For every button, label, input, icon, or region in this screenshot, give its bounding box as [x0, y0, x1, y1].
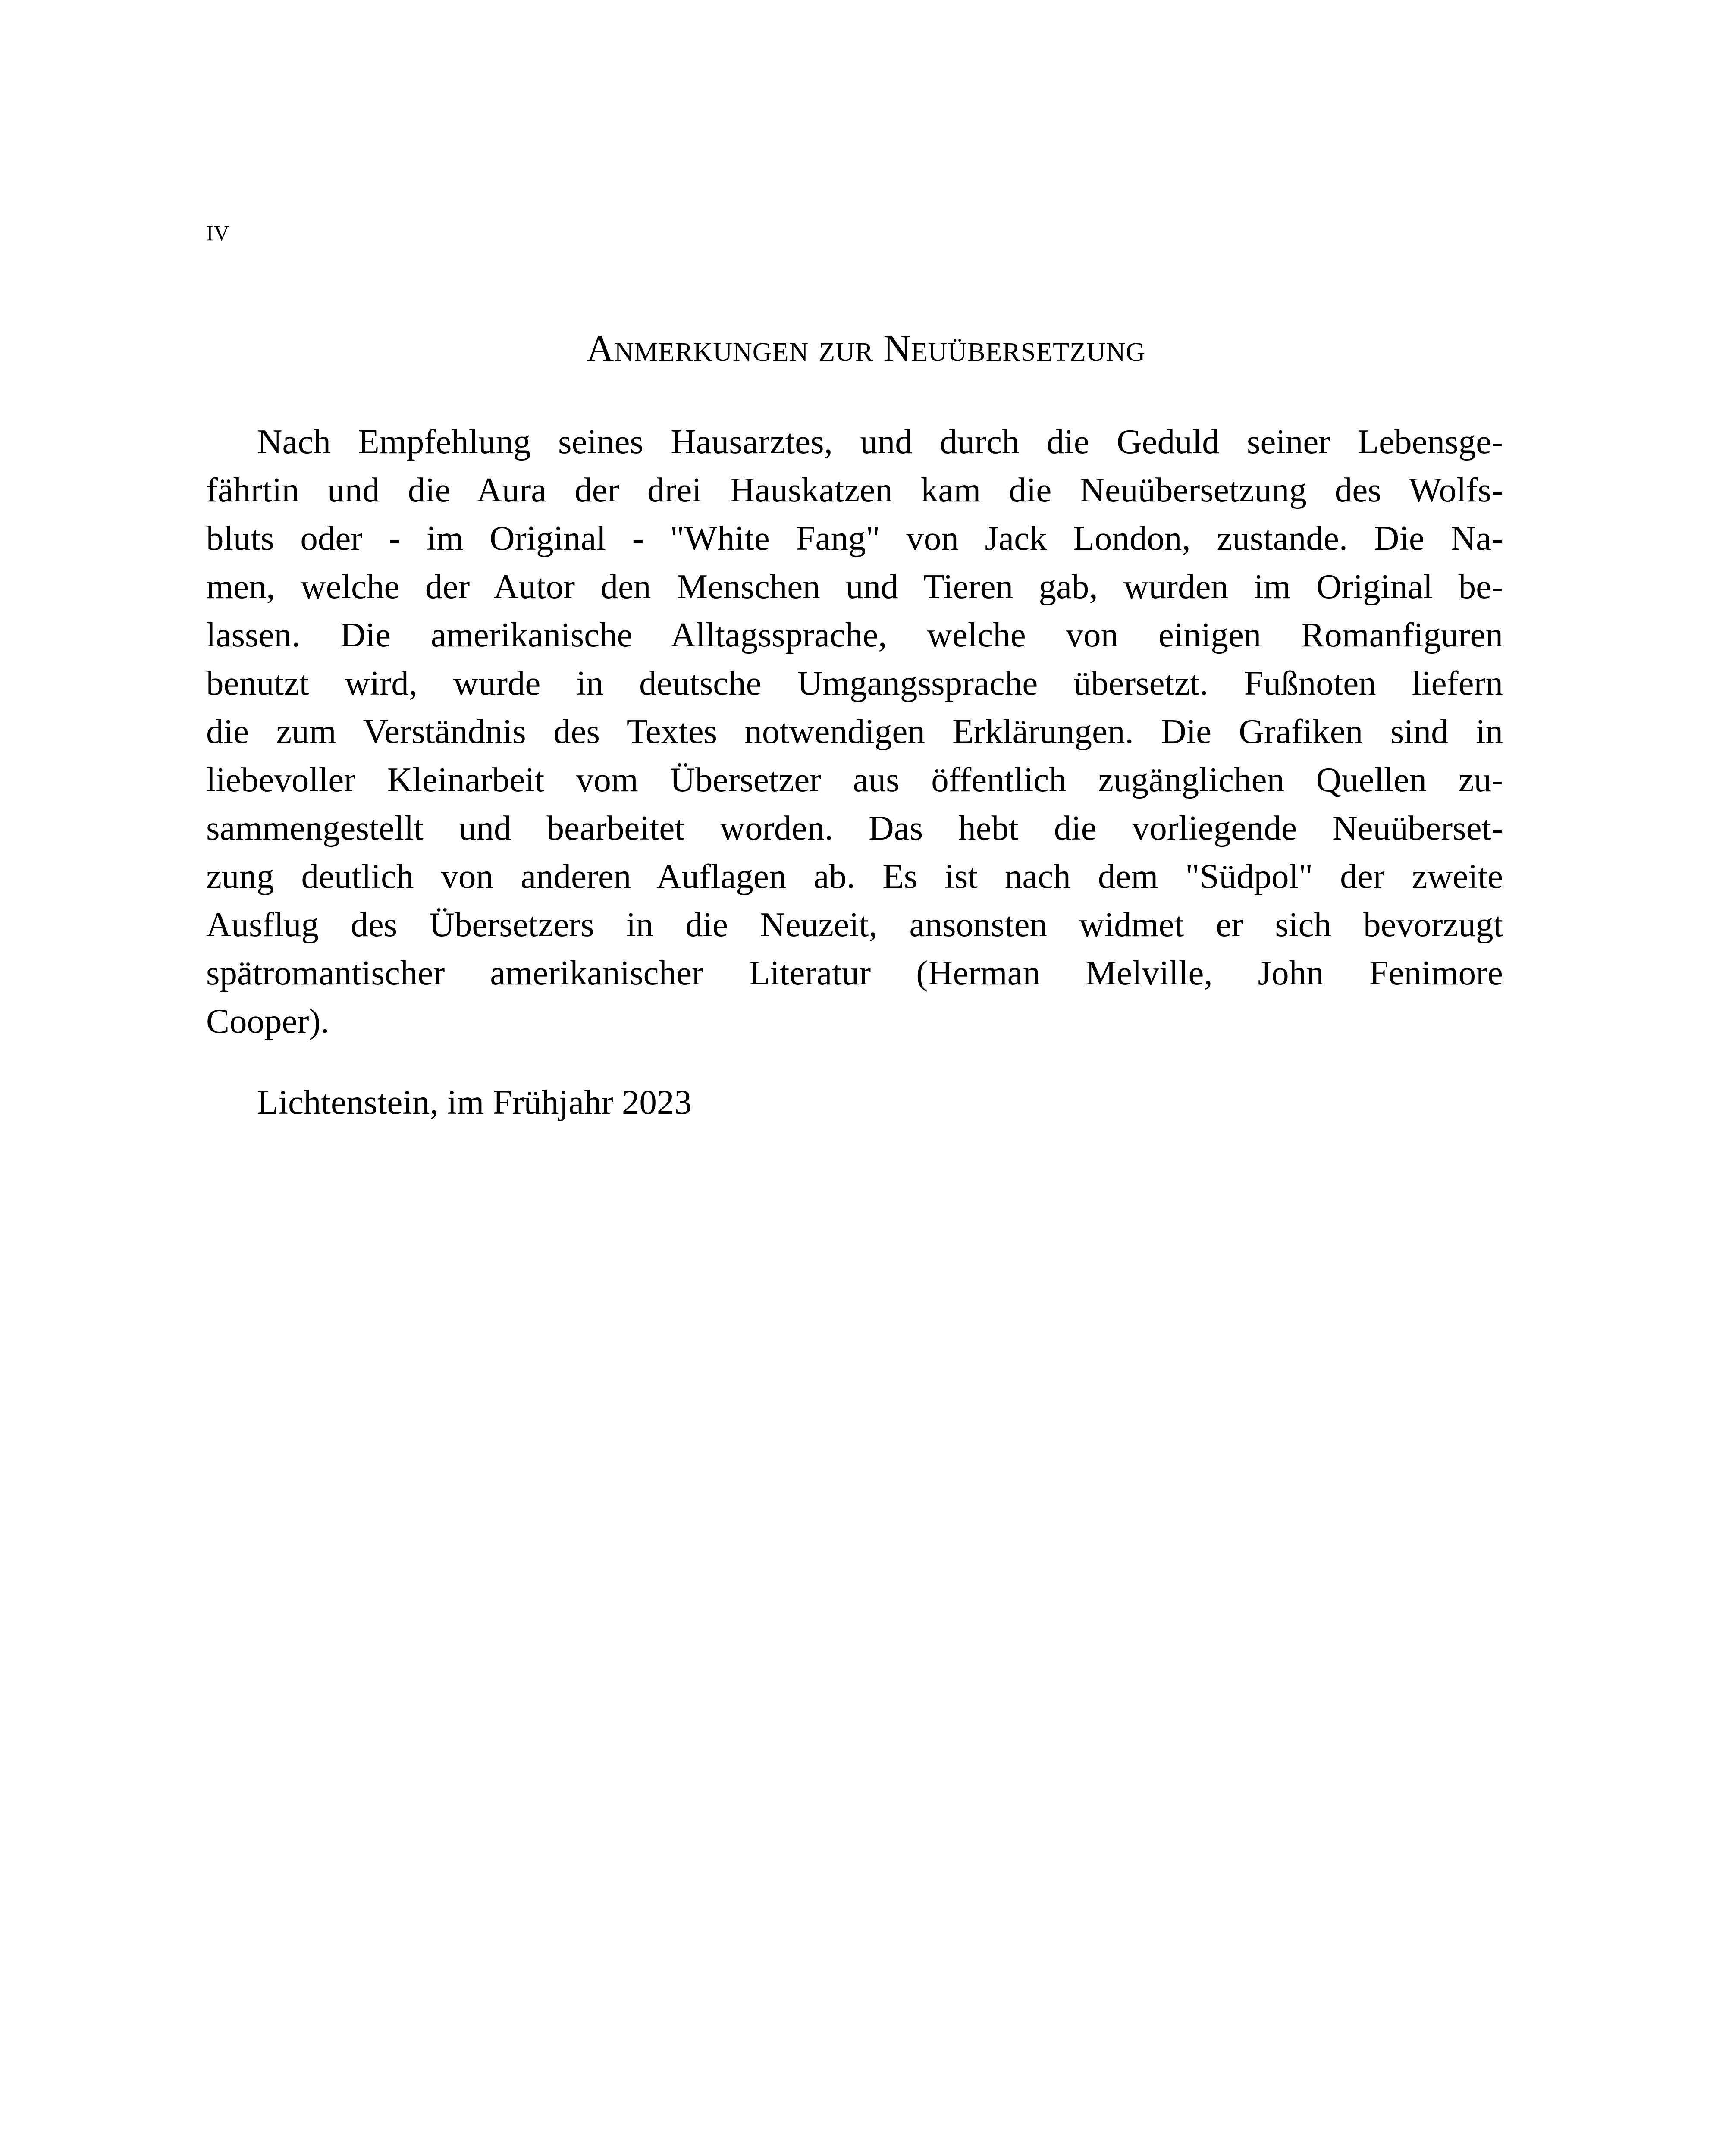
- paragraph-line: Cooper).: [206, 1002, 329, 1040]
- paragraph-line: liebevoller Kleinarbeit vom Übersetzer aus öffentlich zugänglichen Quellen zu-: [206, 760, 1503, 799]
- paragraph-line: spätromantischer amerikanischer Literatur (Herman Melville, John Fenimore: [206, 953, 1503, 992]
- paragraph-line: fährtin und die Aura der drei Hauskatzen kam die Neuübersetzung des Wolfs-: [206, 470, 1503, 509]
- paragraph-line: lassen. Die amerikanische Alltagssprache, welche von einigen Romanfiguren: [206, 615, 1503, 654]
- paragraph-line: Nach Empfehlung seines Hausarztes, und durch die Geduld seiner Lebensge-: [257, 422, 1503, 461]
- page-number: IV: [206, 221, 230, 245]
- paragraph-line: men, welche der Autor den Menschen und Tieren gab, wurden im Original be-: [206, 567, 1503, 606]
- paragraph-line: die zum Verständnis des Textes notwendigen Erklärungen. Die Grafiken sind in: [206, 712, 1503, 751]
- body-paragraph: [206, 417, 1503, 1045]
- paragraph-line: sammengestellt und bearbeitet worden. Das hebt die vorliegende Neuüberset-: [206, 808, 1503, 847]
- paragraph-line: benutzt wird, wurde in deutsche Umgangssprache übersetzt. Fußnoten liefern: [206, 664, 1503, 702]
- paragraph-line: bluts oder - im Original - "White Fang" von Jack London, zustande. Die Na-: [206, 519, 1503, 558]
- signoff-line: Lichtenstein, im Frühjahr 2023: [257, 1083, 692, 1122]
- page-title: Anmerkungen zur Neuübersetzung: [586, 328, 1146, 370]
- paragraph-line: zung deutlich von anderen Auflagen ab. Es ist nach dem "Südpol" der zweite: [206, 857, 1503, 896]
- paragraph-line: Ausflug des Übersetzers in die Neuzeit, ansonsten widmet er sich bevorzugt: [206, 905, 1503, 944]
